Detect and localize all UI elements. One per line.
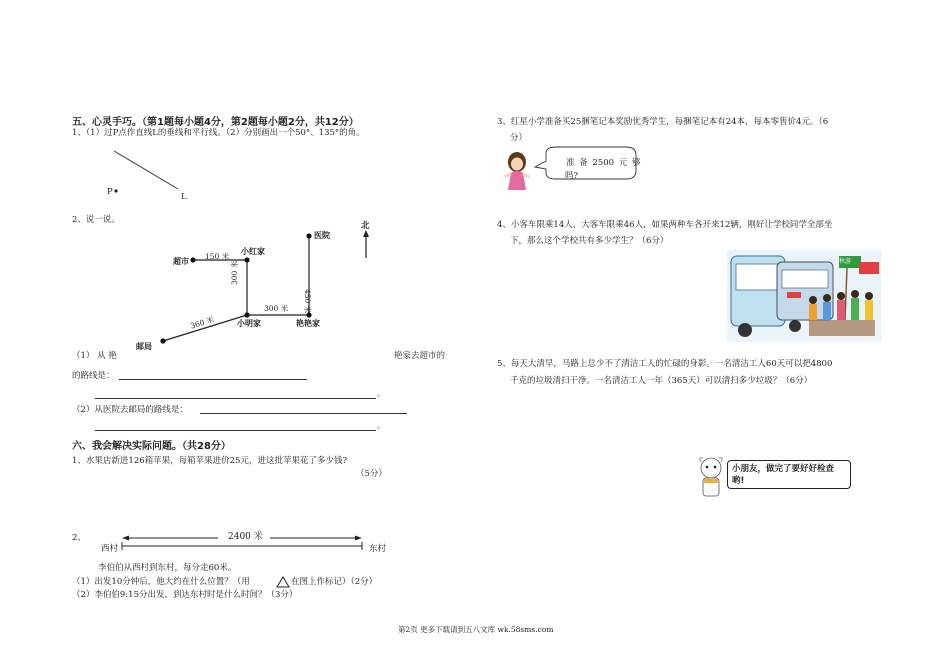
distance-label: 2400 米 [228, 532, 263, 542]
route-map [150, 220, 380, 352]
north-label: 北 [361, 221, 370, 231]
post-label: 邮局 [136, 342, 152, 351]
dist-450-label: 450 米 [303, 289, 312, 314]
supermarket-label: 超市 [173, 257, 189, 266]
reminder-box [727, 460, 851, 489]
hospital-label: 医院 [314, 231, 330, 240]
question-2-1-route: 的路线是： [72, 371, 115, 381]
xiaohong-label: 小红家 [241, 247, 265, 256]
problem-1: 1、水果店新进126箱苹果，每箱苹果进价25元，进这批苹果花了多少钱? [72, 456, 348, 466]
section6-title: 六、我会解决实际问题。（共28分） [72, 441, 231, 452]
post-dot [160, 338, 165, 343]
xiaoming-dot [244, 312, 249, 317]
question-4-line2: 下，那么这个学校共有多少学生？（6分） [510, 236, 669, 246]
answer-line-2-2b[interactable] [95, 430, 376, 431]
east-village-label: 东村 [369, 544, 387, 554]
point-p-label: P [107, 187, 113, 197]
problem-2-1-start: （1）出发10分钟后，他大约在什么位置？（用 [72, 577, 250, 587]
xiaohong-dot [244, 257, 249, 262]
section5-title: 五、心灵手巧。（第1题每小题4分，第2题每小题2分，共12分） [72, 117, 359, 128]
question-2-1-end: 艳家去超市的 [394, 351, 446, 361]
dist-150-label: 150 米 [205, 252, 230, 261]
question-1: 1、（1）过P点作直线L的垂线和平行线。（2）分别画出一个50°、135°的角。 [72, 128, 365, 138]
speech-bubble-text-2: 吗? [565, 171, 579, 181]
girl-illustration [499, 150, 535, 190]
hospital-dot [306, 233, 311, 238]
problem-2-2: （2）李伯伯9:15分出发，到达东村时是什么时间？（3分） [72, 590, 298, 600]
xiaoming-label: 小明家 [237, 319, 261, 328]
dist-300h-label: 300 米 [264, 304, 289, 313]
answer-line-2-2a[interactable] [200, 413, 407, 414]
point-p-dot [114, 189, 117, 192]
problem-2-1-end: 在图上作标记）（2分） [291, 577, 378, 587]
west-village-label: 西村 [101, 544, 119, 554]
page-footer: 第2页 更多下载请到五八文库 wk.58sms.com [398, 625, 554, 634]
problem-1-score: （5分） [356, 469, 387, 479]
bus-students-illustration [727, 250, 881, 342]
speech-bubble-text-1: 准 备 2500 元 够 [566, 158, 641, 168]
question-2-1-start: （1） 从 艳 [72, 351, 117, 361]
question-5-line2: 千克的垃圾清扫干净。一名清洁工人一年（365天）可以清扫多少垃圾？（6分） [510, 376, 813, 386]
supermarket-dot [190, 257, 195, 262]
problem-2-number: 2、 [72, 533, 86, 543]
question-3-line2: 分） [510, 133, 528, 143]
question-4-line1: 4、小客车限乘14人，大客车限乘46人，如果两种车各开来12辆，刚好让学校同学全部坐 [497, 220, 833, 230]
taotao-label: 艳艳家 [296, 319, 320, 328]
dist-360-label: 360 米 [189, 314, 216, 331]
period-2: 。 [377, 421, 386, 431]
problem-2-description: 李伯伯从西村到东村，每分走60米。 [98, 563, 237, 573]
reminder-text-2: 哟! [732, 476, 745, 486]
bus-sign-text: 秋游 [839, 258, 852, 265]
period-1: 。 [377, 389, 386, 399]
question-3-line1: 3、红星小学准备买25捆笔记本奖励优秀学生，每捆笔记本有24本，每本零售价4元。（6 [497, 117, 829, 127]
answer-line-2-1b[interactable] [95, 398, 376, 399]
goat-mascot-illustration [696, 455, 726, 501]
answer-line-2-1a[interactable] [119, 379, 307, 380]
question-2-2: （2）从医院去邮局的路线是： [72, 405, 188, 415]
reminder-text-1: 小朋友，做完了要好好检查 [732, 464, 835, 474]
dist-300v-label: 300 米 [230, 260, 239, 285]
triangle-icon [276, 576, 290, 588]
question-2: 2、说一说。 [72, 215, 120, 225]
line-l-label: L [181, 192, 187, 202]
question-5-line1: 5、每天大清早，马路上总少不了清洁工人的忙碌的身影。一名清洁工人60天可以把4800 [497, 359, 833, 369]
